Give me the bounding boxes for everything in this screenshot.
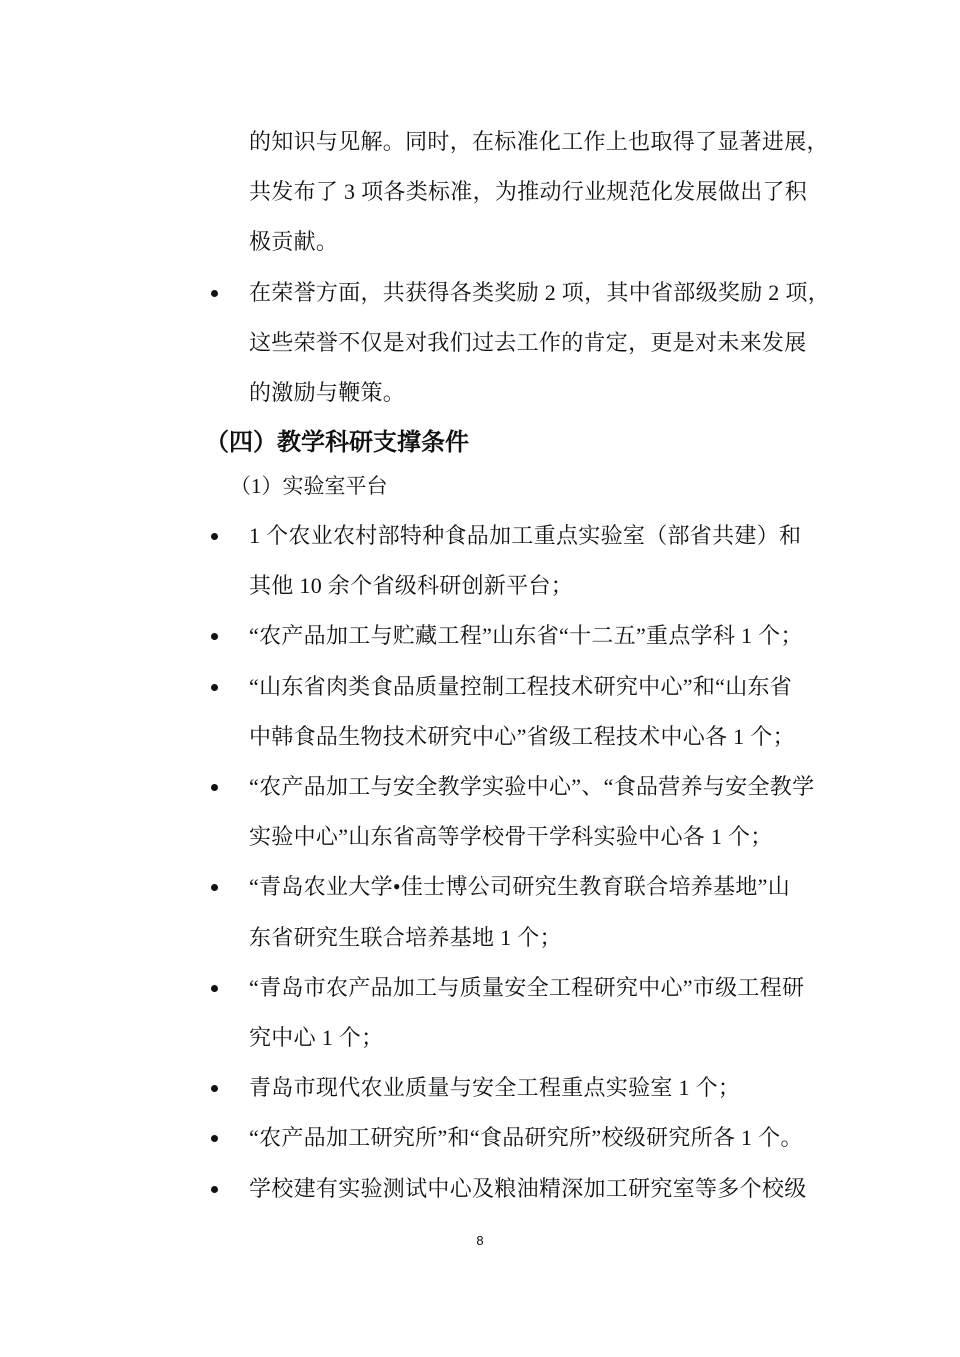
list-item-line: 在荣誉方面，共获得各类奖励 2 项，其中省部级奖励 2 项， <box>249 279 831 305</box>
bullet-icon <box>211 533 221 543</box>
list-item-line: 其他 10 余个省级科研创新平台； <box>249 573 574 599</box>
paragraph-line: 极贡献。 <box>249 229 339 255</box>
list-item-line: “农产品加工与贮藏工程”山东省“十二五”重点学科 1 个； <box>249 623 803 649</box>
subsection-heading: （1）实验室平台 <box>230 474 388 498</box>
bullet-icon <box>211 1186 221 1196</box>
list-item-line: “山东省肉类食品质量控制工程技术研究中心”和“山东省 <box>249 673 793 699</box>
list-item-line: 实验中心”山东省高等学校骨干学科实验中心各 1 个； <box>249 824 773 850</box>
list-item-line: “农产品加工与安全教学实验中心”、“食品营养与安全教学 <box>249 774 815 799</box>
list-item-line: 1 个农业农村部特种食品加工重点实验室（部省共建）和 <box>249 523 802 548</box>
list-item-line: 的激励与鞭策。 <box>249 380 406 405</box>
list-item-line: 中韩食品生物技术研究中心”省级工程技术中心各 1 个； <box>249 723 795 749</box>
list-item-line: 学校建有实验测试中心及粮油精深加工研究室等多个校级 <box>249 1175 807 1201</box>
bullet-icon <box>211 684 221 694</box>
list-item-line: “青岛农业大学•佳士博公司研究生教育联合培养基地”山 <box>249 874 791 900</box>
list-item-line: 青岛市现代农业质量与安全工程重点实验室 1 个； <box>249 1075 741 1101</box>
list-item-line: “农产品加工研究所”和“食品研究所”校级研究所各 1 个。 <box>249 1125 803 1151</box>
bullet-icon <box>211 1135 221 1145</box>
bullet-icon <box>211 633 221 643</box>
list-item-line: 这些荣誉不仅是对我们过去工作的肯定，更是对未来发展 <box>249 329 807 355</box>
paragraph-line: 共发布了 3 项各类标准，为推动行业规范化发展做出了积 <box>249 179 808 205</box>
bullet-icon <box>211 884 221 894</box>
bullet-icon <box>211 985 221 995</box>
bullet-icon <box>211 784 221 794</box>
list-item-line: “青岛市农产品加工与质量安全工程研究中心”市级工程研 <box>249 974 805 1000</box>
list-item-line: 究中心 1 个； <box>249 1025 384 1050</box>
bullet-icon <box>211 1085 221 1095</box>
page-number: 8 <box>476 1233 484 1248</box>
paragraph-line: 的知识与见解。同时，在标准化工作上也取得了显著进展， <box>249 129 829 154</box>
list-item-line: 东省研究生联合培养基地 1 个； <box>249 924 562 950</box>
bullet-icon <box>211 290 221 300</box>
section-heading: （四）教学科研支撑条件 <box>205 428 469 456</box>
